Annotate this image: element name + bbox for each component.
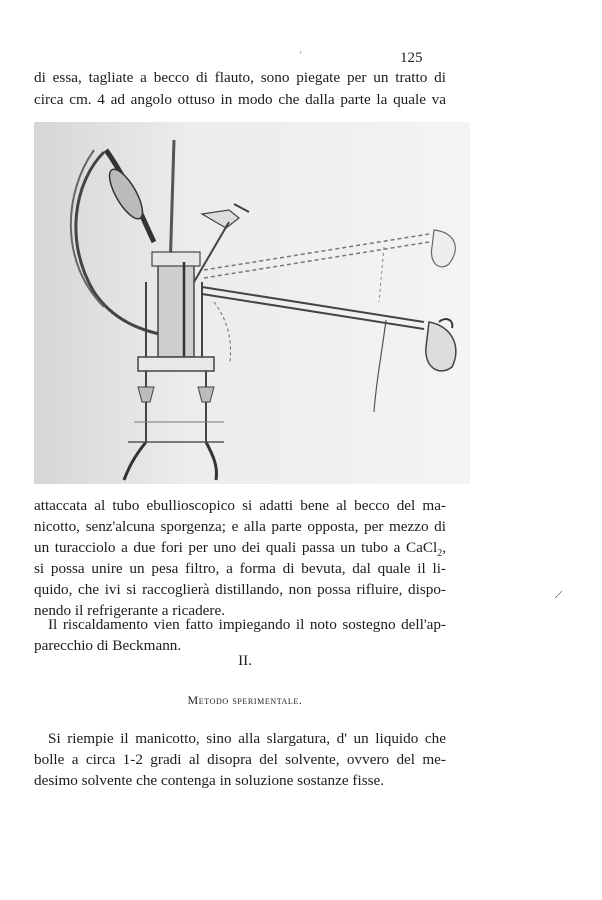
apparatus-figure [34,122,470,484]
section-title: Metodo sperimentale. [187,693,303,707]
comma: , [442,539,446,556]
text-line: parecchio di Beckmann. [34,637,182,654]
text-line: di essa, tagliate a becco di flauto, sono piegate per un tratto di [34,69,446,86]
text-line: Si riempie il manicotto, sino alla slargatura, d' un liquido che [48,730,446,747]
margin-mark: / [553,587,564,604]
subscript: 2 [437,548,443,560]
text-line: nicotto, senz'alcuna sporgenza; e alla parte opposta, per mezzo di [34,518,446,535]
text-line: si possa unire un pesa filtro, a forma di bevuta, dal quale il li- [34,560,446,577]
stray-mark: ' [300,50,302,60]
text-line: Il riscaldamento vien fatto impiegando il noto sostegno dell'ap- [48,616,446,633]
text-line: quido, che ivi si raccoglierà distillando, non possa rifluire, dispo- [34,581,446,598]
text-line: desimo solvente che contenga in soluzione sostanze fisse. [34,772,385,789]
text-line: attaccata al tubo ebullioscopico si adatti bene al becco del ma- [34,497,446,514]
text-line: bolle a circa 1-2 gradi al disopra del solvente, ovvero del me- [34,751,446,768]
section-number: II. [238,653,252,669]
page-number: 125 [400,50,423,66]
text-line: nendo il refrigerante a ricadere. [34,602,225,619]
text-line: circa cm. 4 ad angolo ottuso in modo che dalla parte la quale va [34,91,446,108]
apparatus-illustration-icon [34,122,470,484]
text-line-cacl: un turacciolo a due fori per uno dei quali passa un tubo a CaCl [34,539,438,556]
